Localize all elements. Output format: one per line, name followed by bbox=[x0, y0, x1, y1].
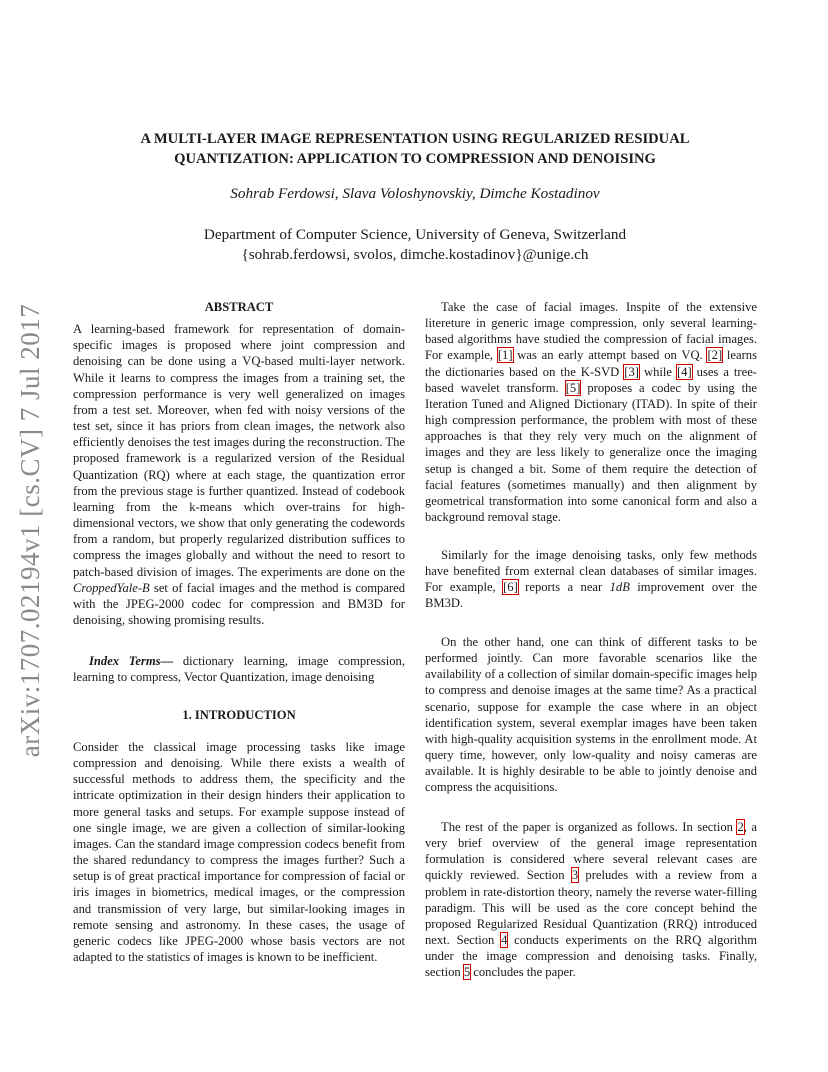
arxiv-id-text: arXiv:1707.02194v1 [cs.CV] 7 Jul 2017 bbox=[15, 303, 46, 757]
author-emails: {sohrab.ferdowsi, svolos, dimche.kostadinov}@unige.ch bbox=[241, 246, 589, 263]
abstract-heading: ABSTRACT bbox=[204, 300, 274, 314]
citation-link-3[interactable]: [3] bbox=[624, 364, 639, 379]
intro-paragraph-outline bbox=[425, 819, 757, 981]
text-run: reports a near bbox=[517, 580, 610, 595]
abstract-section bbox=[73, 299, 405, 628]
citation-link-1[interactable]: [1] bbox=[497, 348, 513, 363]
text-run: concludes the paper. bbox=[470, 965, 576, 980]
affiliation-block bbox=[90, 225, 740, 265]
text-run: conducts experiments on the RRQ algorithm under the image compression and denoising tasks. Finally, section bbox=[425, 933, 757, 980]
index-terms-label: Index Terms— bbox=[89, 654, 174, 668]
introduction-heading-block bbox=[73, 707, 405, 723]
text-run: Take the case of facial images. Inspite of the extensive litereture in generic image compression, only several learning-based algorithms have studied the compression of facial images. For example, bbox=[425, 300, 757, 363]
text-run: , a very brief overview of the general image representation formulation is considered where several relevant cases are quickly reviewed. Section bbox=[425, 820, 757, 883]
joint-tasks-text: On the other hand, one can think of different tasks to be performed jointly. Can more favorable scenarios like the availability of a collection of similar domain-specific images help to compress and denoise images at the same time? As a practical scenario, suppose for example the case where in an object identification system, several exemplar images have been taken with high-quality acquisition systems in the enrollment mode. At query time, however, only low-quality and noisy cameras are available. It is highly desirable to be able to jointly denoise and compress the acquisitions. bbox=[425, 635, 757, 795]
citation-link-2[interactable]: [2] bbox=[707, 348, 723, 363]
text-run: was an early attempt based on VQ. bbox=[512, 348, 708, 363]
title-line-1: A MULTI-LAYER IMAGE REPRESENTATION USING REGULARIZED RESIDUAL bbox=[140, 131, 690, 147]
section-link-3[interactable]: 3 bbox=[571, 868, 579, 883]
dataset-name: CroppedYale-B bbox=[73, 580, 150, 595]
text-run: proposes a codec by using the Iteration Tuned and Aligned Dictionary (ITAD). In spite of their high compression performance, the problem with most of these approaches is that they rely very much on the alignment of images and they are less likely to generalize once the imaging setup is changed a bit. Some of them require the detection of facial features (sometimes manually) and then alignment by geometrical transformation into some canonical form and also a background removal stage. bbox=[425, 380, 757, 525]
abstract-text-b: set of facial images and the method is compared with the JPEG-2000 codec for compression and BM3D for denoising, showing promising results. bbox=[73, 580, 405, 627]
intro-paragraph-denoising bbox=[425, 547, 757, 612]
paper-title bbox=[90, 129, 740, 169]
intro-paragraph-facial bbox=[425, 299, 757, 525]
citation-link-6[interactable]: [6] bbox=[503, 580, 518, 595]
introduction-section bbox=[73, 739, 405, 965]
intro-paragraph-joint bbox=[425, 634, 757, 796]
section-link-2[interactable]: 2 bbox=[737, 820, 744, 834]
text-run: learns the dictionaries based on the K-SVD bbox=[425, 348, 757, 379]
text-run: uses a tree-based wavelet transform. bbox=[425, 364, 757, 395]
arxiv-identifier-sidebar bbox=[16, 300, 46, 760]
abstract-text bbox=[73, 321, 405, 628]
text-run: Similarly for the image denoising tasks, only few methods have benefited from external clean databases of similar images. For example, bbox=[425, 548, 757, 595]
text-run: The rest of the paper is organized as follows. In section bbox=[441, 820, 738, 834]
citation-link-5[interactable]: [5] bbox=[565, 380, 581, 395]
text-run: improvement over the BM3D. bbox=[425, 580, 757, 611]
section-link-4[interactable]: 4 bbox=[501, 933, 508, 948]
text-run: while bbox=[638, 364, 677, 379]
math-expression: 1dB bbox=[609, 580, 630, 595]
introduction-text: Consider the classical image processing tasks like image compression and denoising. While there exists a wealth of successful methods to address them, the specificity and the intricate optimization in their design hinders their application to more general tasks and setups. For example suppose instead of one single image, we are given a collection of similar-looking images. Can the standard image compression codecs benefit from the shared redundancy to compress the images further? Such a setup is of great practical importance for compression of facial or iris images in biometrics, medical images, or the compression and transmission of very large, but similar-looking images in remote sensing and astronomy. In these cases, the usage of generic codecs like JPEG-2000 whose basis vectors are not adapted to the statistics of images is known to be inefficient. bbox=[73, 740, 405, 965]
citation-link-4[interactable]: [4] bbox=[676, 364, 692, 379]
abstract-text-a: A learning-based framework for representation of domain-specific images is proposed where joint compression and denoising can be done using a VQ-based multi-layer network. While it learns to compress the images from a training set, the compression performance is very well generalized on images from a test set. Moreover, when fed with noisy versions of the test set, since it has priors from clean images, the network also efficiently denoises the test images during the reconstruction. The proposed framework is a regularized version of the Residual Quantization (RQ) where at each stage, the quantization error from the previous stage is further quantized. Instead of codebook learning from the k-means which over-trains for high-dimensional vectors, we show that only generating the codewords from a random, but properly regularized distribution suffices to compress the images globally and without the need to resort to patch-based division of images. The experiments are done on the bbox=[73, 322, 405, 579]
index-terms-text: dictionary learning, image compression, learning to compress, Vector Quantization, image denoising bbox=[73, 654, 406, 685]
affiliation: Department of Computer Science, University of Geneva, Switzerland bbox=[203, 226, 627, 243]
author-list: Sohrab Ferdowsi, Slava Voloshynovskiy, Dimche Kostadinov bbox=[230, 185, 600, 202]
title-line-2: QUANTIZATION: APPLICATION TO COMPRESSION AND DENOISING bbox=[174, 151, 656, 167]
section-link-5[interactable]: 5 bbox=[463, 965, 471, 980]
introduction-heading: 1. INTRODUCTION bbox=[182, 708, 296, 722]
index-terms bbox=[73, 653, 405, 685]
text-run: preludes with a review from a problem in rate-distortion theory, namely the reverse water-filling paradigm. This will be used as the core concept behind the proposed Regularized Residual Quantization (RRQ) introduced next. Section bbox=[425, 868, 757, 948]
